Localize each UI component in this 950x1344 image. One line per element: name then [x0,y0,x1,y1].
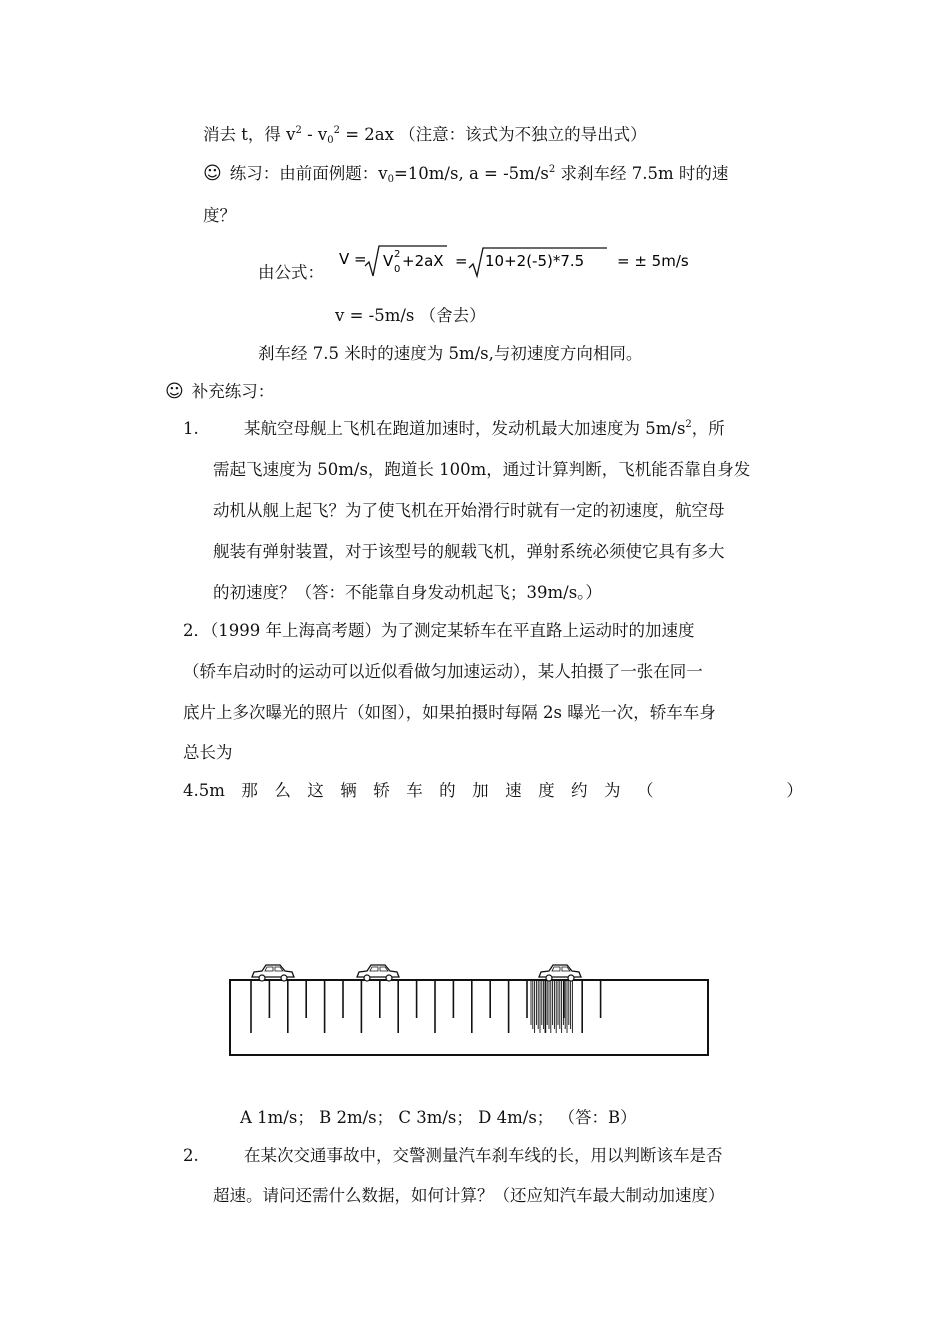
q2-line-5: 4.5m 那 么 这 辆 轿 车 的 加 速 度 约 为 （ ） [183,781,803,800]
car-icon [252,965,294,981]
car-icon [357,965,399,981]
smile-icon: ☺ [203,163,222,184]
q3-line-1: 在某次交通事故中，交警测量汽车刹车线的长，用以判断该车是否 [244,1146,723,1165]
q1-line-2: 需起飞速度为 50m/s，跑道长 100m，通过计算判断，飞机能否靠自身发 [213,460,751,479]
q2-line-2: （轿车启动时的运动可以近似看做匀加速运动），某人拍摄了一张在同一 [183,662,703,681]
discard-line: v = -5m/s （舍去） [335,306,486,325]
practice-line: ☺ 练习：由前面例题：$v_0=10m/s$, $a = -5m/s^2$ 求刹车经 7.5m 时的速 [203,163,729,185]
svg-text:10+2(-5)*7.5: 10+2(-5)*7.5 [485,252,585,270]
supplement-title: ☺ 补充练习： [165,381,275,402]
q2-line-3: 底片上多次曝光的照片（如图），如果拍摄时每隔 2s 曝光一次，轿车车身 [183,703,716,722]
q1-line-5: 的初速度？（答：不能靠自身发动机起飞；39m/s。） [213,583,602,602]
smile-icon: ☺ [165,381,184,402]
q1-number: 1. [183,419,199,438]
formula-prefix: 由公式： [258,263,324,282]
q1-line-4: 舰装有弹射装置，对于该型号的舰载飞机，弹射系统必须使它具有多大 [213,542,725,561]
svg-text:= ± 5m/s: = ± 5m/s [617,252,689,270]
multi-exposure-photo [225,955,715,1060]
q1-line-1: 某航空母舰上飞机在跑道加速时，发动机最大加速度为 $5m/s^2$，所 [244,419,725,438]
road-frame [230,980,708,1055]
practice-line-2: 度？ [203,206,236,225]
formula-expression [335,240,695,284]
svg-text:V: V [383,252,394,270]
svg-text:=: = [455,252,468,270]
formula-v: V = [339,250,367,268]
q3-number: 2. [183,1146,199,1165]
svg-text:0: 0 [394,264,401,275]
q3-line-2: 超速。请问还需什么数据，如何计算？（还应知汽车最大制动加速度） [213,1186,725,1205]
svg-text:2: 2 [394,249,401,260]
derivation-line: 消去 t，得 $v^2 - v_0^2 = 2ax$ （注意：该式为不独立的导出式） [203,125,647,146]
conclusion-line: 刹车经 7.5 米时的速度为 5m/s,与初速度方向相同。 [258,344,643,363]
car-icon [539,965,581,981]
q2-line-1: 2．（1999 年上海高考题）为了测定某轿车在平直路上运动时的加速度 [183,621,695,640]
svg-text:+2aX: +2aX [402,252,444,270]
q2-line-4: 总长为 [183,743,233,762]
answer-options: A 1m/s； B 2m/s； C 3m/s； D 4m/s； （答：B） [240,1108,637,1127]
car-exposures [252,965,581,981]
q1-line-3: 动机从舰上起飞？为了使飞机在开始滑行时就有一定的初速度，航空母 [213,501,725,520]
